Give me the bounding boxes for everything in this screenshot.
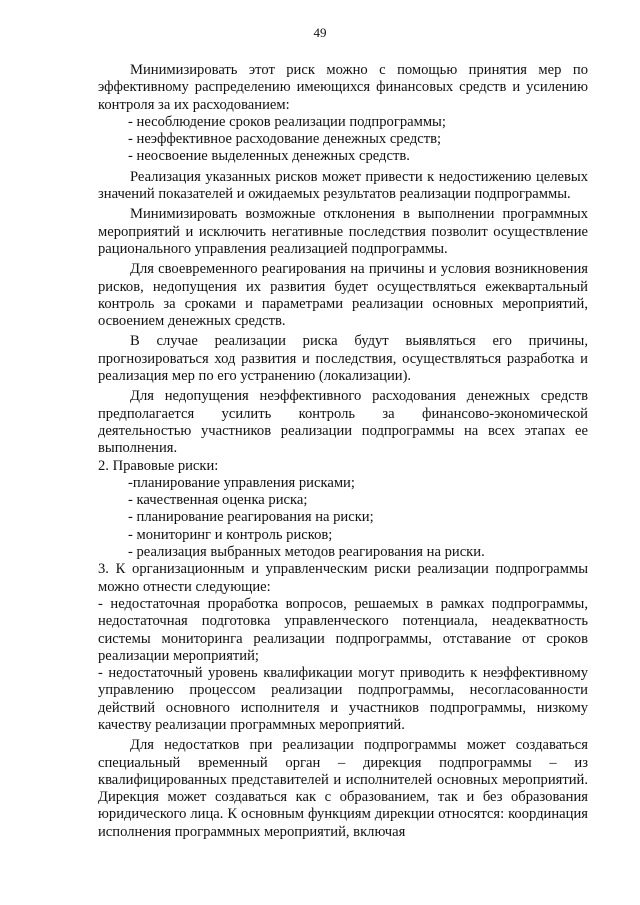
list-item: - неосвоение выделенных денежных средств. bbox=[128, 148, 410, 165]
paragraph: Для недопущения неэффективного расходования денежных средств предполагается усилить контроль за финансово-экономической деятельностью участников реализации подпрограммы на всех этапах ее выполнения. bbox=[98, 388, 588, 457]
list-item: - качественная оценка риска; bbox=[128, 492, 308, 509]
paragraph: Минимизировать возможные отклонения в выполнении программных мероприятий и исключить негативные последствия позволит осуществление рационального управления реализацией подпрограммы. bbox=[98, 206, 588, 257]
list-item: -планирование управления рисками; bbox=[128, 474, 355, 491]
page-number: 49 bbox=[313, 25, 327, 40]
list-item: - мониторинг и контроль рисков; bbox=[128, 526, 333, 543]
paragraph: - недостаточный уровень квалификации могут приводить к неэффективному управлению процессом реализации подпрограммы, несогласованности действий основного исполнителя и участников подпрограммы, низкому качеству реализации программных мероприятий. bbox=[98, 665, 588, 733]
document-body bbox=[98, 62, 588, 841]
list-item: - неэффективное расходование денежных средств; bbox=[128, 131, 442, 148]
list-item: - несоблюдение сроков реализации подпрограммы; bbox=[128, 113, 446, 130]
section-heading: 3. К организационным и управленческим риски реализации подпрограммы можно отнести следующие: bbox=[98, 561, 588, 595]
list-item: - планирование реагирования на риски; bbox=[128, 509, 374, 526]
paragraph: Реализация указанных рисков может привести к недостижению целевых значений показателей и ожидаемых результатов реализации подпрограммы. bbox=[98, 168, 588, 203]
list-item: - реализация выбранных методов реагирования на риски. bbox=[128, 544, 485, 561]
paragraph: В случае реализации риска будут выявляться его причины, прогнозироваться ход развития и последствия, осуществляться разработка и реализация мер по его устранению (локализации). bbox=[98, 333, 588, 385]
paragraph: - недостаточная проработка вопросов, решаемых в рамках подпрограммы, недостаточная подготовка управленческого потенциала, неадекватность системы мониторинга реализации подпрограммы, отставание от сроков реализации мероприятий; bbox=[98, 595, 588, 664]
paragraph: Для недостатков при реализации подпрограммы может создаваться специальный временный орган – дирекция подпрограммы – из квалифицированных представителей и исполнителей основных мероприятий. Дирекция может создаваться как с образованием, так и без образования юридического лица. К основным функциям дирекции относятся: координация исполнения программных мероприятий, включая bbox=[98, 737, 588, 840]
section-heading: 2. Правовые риски: bbox=[98, 457, 219, 474]
paragraph: Для своевременного реагирования на причины и условия возникновения рисков, недопущения их развития будет осуществляться ежеквартальный контроль за сроками и параметрами реализации основных мероприятий, освоением денежных средств. bbox=[98, 261, 588, 330]
paragraph: Минимизировать этот риск можно с помощью принятия мер по эффективному распределению имеющихся финансовых средств и усилению контроля за их расходованием: bbox=[98, 62, 588, 113]
